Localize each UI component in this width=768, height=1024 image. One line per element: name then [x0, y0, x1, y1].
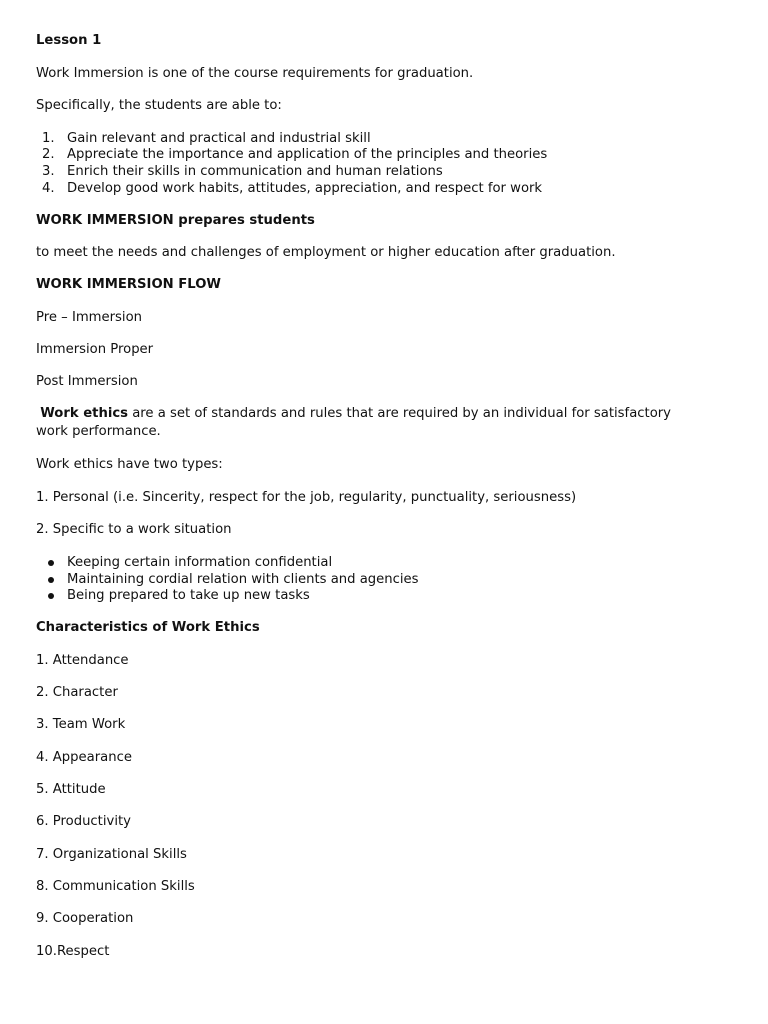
intro-paragraph: Work Immersion is one of the course requirements for graduation.	[36, 66, 474, 81]
work-ethics-definition-text: are a set of standards and rules that are required by an individual for satisfactory work performance.	[36, 406, 671, 439]
objective-marker: 3.	[42, 164, 55, 179]
characteristic-item: 10.Respect	[36, 944, 110, 959]
characteristic-item: 9. Cooperation	[36, 911, 134, 926]
bullet-dot	[48, 560, 54, 566]
objective-item: Gain relevant and practical and industrial skill	[67, 131, 371, 146]
characteristic-item: 8. Communication Skills	[36, 879, 195, 894]
characteristic-item: 6. Productivity	[36, 814, 131, 829]
objective-marker: 1.	[42, 131, 55, 146]
flow-heading: WORK IMMERSION FLOW	[36, 277, 221, 292]
flow-step: Immersion Proper	[36, 342, 154, 357]
objective-item: Appreciate the importance and application of the principles and theories	[67, 147, 548, 162]
characteristics-heading: Characteristics of Work Ethics	[36, 620, 260, 635]
characteristic-item: 2. Character	[36, 685, 118, 700]
characteristic-item: 7. Organizational Skills	[36, 847, 187, 862]
characteristic-item: 5. Attitude	[36, 782, 106, 797]
lesson-title: Lesson 1	[36, 33, 102, 48]
objective-marker: 2.	[42, 147, 55, 162]
objective-marker: 4.	[42, 181, 55, 196]
prepares-text: to meet the needs and challenges of employment or higher education after graduation.	[36, 245, 616, 260]
work-ethics-definition	[36, 405, 676, 441]
bullet-item: Being prepared to take up new tasks	[67, 588, 310, 603]
type-personal: 1. Personal (i.e. Sincerity, respect for the job, regularity, punctuality, seriousness)	[36, 490, 577, 505]
objective-item: Enrich their skills in communication and human relations	[67, 164, 443, 179]
objectives-intro: Specifically, the students are able to:	[36, 98, 282, 113]
bullet-dot	[48, 577, 54, 583]
characteristic-item: 4. Appearance	[36, 750, 132, 765]
characteristic-item: 1. Attendance	[36, 653, 129, 668]
types-intro: Work ethics have two types:	[36, 457, 223, 472]
flow-step: Post Immersion	[36, 374, 138, 389]
flow-step: Pre – Immersion	[36, 310, 143, 325]
bullet-dot	[48, 593, 54, 599]
characteristic-item: 3. Team Work	[36, 717, 126, 732]
type-specific: 2. Specific to a work situation	[36, 522, 232, 537]
prepares-heading: WORK IMMERSION prepares students	[36, 213, 315, 228]
work-ethics-term: Work ethics	[40, 406, 129, 421]
objective-item: Develop good work habits, attitudes, appreciation, and respect for work	[67, 181, 543, 196]
bullet-item: Maintaining cordial relation with clients and agencies	[67, 572, 419, 587]
bullet-item: Keeping certain information confidential	[67, 555, 333, 570]
